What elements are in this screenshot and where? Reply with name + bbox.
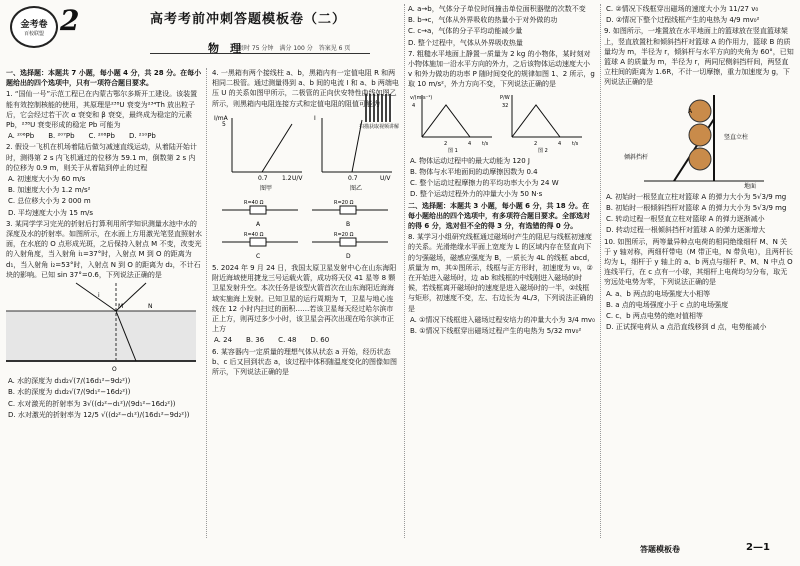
option-label: A (256, 220, 261, 228)
answer-option: D. 转动过程一根倾斜挡杆对篮球 A 的弹力逐渐增大 (606, 226, 766, 235)
graph-line (512, 105, 560, 137)
paper-title: 高考考前冲刺答题模板卷（二） (150, 12, 347, 27)
answer-option: A. 初速度大小为 60 m/s (8, 175, 86, 184)
logo-subtext: 百校联盟 (23, 31, 44, 37)
answer-option: B. 加速度大小为 1.2 m/s² (8, 186, 91, 195)
answer-option: A. 物体运动过程中的最大动能为 120 J (410, 156, 530, 165)
resistor (250, 206, 266, 214)
answer-option: C. 转动过程一根竖直立柱对篮球 A 的弹力逐渐减小 (606, 215, 765, 224)
basketball (689, 148, 711, 170)
figure (6, 281, 202, 376)
label-post: 竖直立柱 (724, 133, 749, 141)
answer-option: B. 水的深度为 d₁d₂√(7/(9d₁²−16d₂²)) (8, 388, 131, 397)
figure (408, 91, 596, 156)
answer-option: D. 水对激光的折射率为 12/5 √((d₂²−d₁²)/(16d₁²−9d₂²)) (8, 410, 190, 419)
tick: 0.7 (348, 174, 358, 182)
motion-figure (408, 91, 594, 153)
brand-logo (10, 6, 58, 48)
question-text: 3. 某同学学习完光的折射后打算利用所学知识测量水池中水的深度及水的折射率。如图所示，在水面上方用激光笔竖直照射水面，在水底的 O 点形成光斑，之后保持入射点 M 不变，改变光的入射角度，当入射角 i₁=37°时，入射点 M 到 O 的距离为 d₁，当入射角 i₂=53°时，入射点 N 到 O 的距离为 d₂，不计石块的影响。已知 sin 37°=0.6，下列说法正确的是 (6, 219, 202, 279)
diode-curve (322, 120, 362, 172)
option-label: C (256, 252, 261, 260)
column-divider (600, 4, 601, 538)
resistor-label: R=20 Ω (334, 231, 354, 238)
column-3 (408, 4, 596, 337)
answer-option: A. 初始时一根竖直立柱对篮球 A 的弹力大小为 5√3/9 mg (606, 192, 787, 201)
figure (604, 89, 794, 192)
answer-option: D. 整个运动过程外力的冲量大小为 50 N·s (410, 190, 543, 199)
basketball (689, 124, 711, 146)
option-label: D (346, 252, 351, 260)
question-text: C. c→a，气体的分子平均动能减少量 (408, 27, 523, 36)
resistor (340, 206, 356, 214)
question-text: 10. 如图所示，两等量异种点电荷的相同绝缘细杆 M、N 关于 y 轴对称，两细杆带电（M 带正电，N 带负电），且两杆长均为 L，细杆于 y 轴上的 a、b 两点与细杆 P、M、N 中点 O 连线平行，在 c 点有一小球，其细杆上电荷均匀分布，取无穷远处电势为零，下列说法正确的是 (604, 237, 793, 287)
answer-option: A. a、b 两点的电场强度大小相等 (606, 289, 711, 298)
answer-option: C. c、b 两点电势的绝对值相等 (606, 312, 703, 321)
laser-ray (76, 283, 116, 311)
label-angle: i (98, 292, 100, 300)
resistor-label: R=40 Ω (244, 231, 264, 238)
logo-text: 金考卷 (20, 20, 48, 30)
caption-a: 图甲 (260, 184, 273, 192)
answer-option: B. ①情况下线框穿出磁场过程产生的电热为 5/32 mv₀² (410, 327, 582, 336)
answer-option: A. 24 B. 36 C. 48 D. 60 (214, 336, 330, 345)
ylabel: v/(m·s⁻¹) (410, 94, 433, 101)
tick: 32 (502, 102, 509, 109)
circuit-figure (212, 110, 398, 260)
subject-label: 物 理 (208, 42, 241, 55)
question-text: 9. 如图所示，一堆置放在水平地面上的篮球放在竖直篮球架上，竖直放置杜和倾斜挡杆对篮球 A 的作用力，篮球 B 的质量均为 m，半径为 r，倾斜杆与水平方向的夹角为 60°，已知篮球 A 的质量为 m，半径为 r，两同尼侧斜挡杆间，两竖直立柱间的距离为 1.6R，不计一切摩擦，重力加速度为 g，下列说法正确的是 (604, 27, 794, 87)
resistor (340, 238, 356, 246)
answer-option: A. 水的深度为 d₁d₂√(7/(16d₁²−9d₂²)) (8, 377, 131, 386)
answer-option: D. 正试探电荷从 a 点沿直线移到 d 点，电势能减小 (606, 323, 767, 332)
label-m: M (118, 303, 124, 311)
section-heading: 二、选择题：本题共 3 小题，每小题 6 分，共 18 分。在每小题给出的四个选项中，有多项符合题目要求。全部选对的得 6 分，选对但不全的得 3 分，有选错的得 0 分。 (408, 201, 590, 231)
resistor-label: R=20 Ω (334, 199, 354, 206)
question-text: D. 整个过程中，气体从外界吸收热量 (408, 38, 523, 47)
answer-option: C. ②情况下线框穿出磁场的速度大小为 11/27 v₀ (606, 5, 759, 13)
ylabel: I (314, 114, 316, 122)
basketball-figure (604, 89, 792, 189)
page-number: 2—1 (746, 542, 770, 553)
basketball (689, 100, 711, 122)
question-text: 6. 某容器内一定质量的理想气体从状态 a 开始，经历状态 b、c 后又回到状态 a，该过程中体积随温度变化的图像如图所示，下列说法正确的是 (212, 347, 398, 377)
xlabel: U/V (292, 174, 303, 182)
column-4 (604, 4, 794, 333)
label-a: A (688, 107, 693, 115)
resistor-label: R=40 Ω (244, 199, 264, 206)
graph-line (422, 105, 470, 137)
tick: 1.2 (282, 174, 292, 182)
water-region (6, 311, 196, 361)
label-bar: 倾斜挡杆 (624, 153, 649, 161)
tick: 2 (534, 140, 538, 147)
label-ground: 地面 (744, 182, 757, 189)
caption: 图 2 (538, 147, 548, 153)
tick: 4 (412, 102, 416, 109)
option-label: B (346, 220, 351, 228)
column-1 (6, 68, 202, 421)
caption-b: 图乙 (350, 184, 363, 192)
question-text: A. a→b，气体分子单位时间撞击单位面积器壁的次数不变 (408, 5, 586, 13)
caption: 图 1 (448, 147, 458, 153)
header-divider (150, 53, 370, 54)
exam-meta: 限时 75 分钟 满分 100 分 答案见 6 页 (238, 45, 351, 52)
tick: 4 (558, 140, 562, 147)
xlabel: U/V (380, 174, 391, 182)
question-text: 1. “国仙一号”示范工程已在内蒙古鄂尔多斯开工建设。该装置能有效控制核能的使用，其原理是²³⁸U 衰变为²³⁴Th 放出粒子后，它会经过若干次 α 衰变和 β 衰变，最终成为稳定的元素 Pb，²³⁸U 衰变形成的稳定 Pb 可能为 (6, 90, 198, 130)
answer-option: D. ②情况下整个过程线框产生的电热为 4/9 mv₀² (606, 16, 760, 25)
tick: 0.7 (258, 174, 268, 182)
tick: 2 (444, 140, 448, 147)
answer-option: A. ①情况下线框进入磁场过程安培力的冲量大小为 3/4 mv₀ (410, 315, 595, 324)
answer-option: C. 整个运动过程摩擦力的平均功率大小为 24 W (410, 179, 559, 188)
question-text: 8. 某学习小组研究线框通过磁场时产生的阻尼与线框初速度的关系。光滑绝缘水平面上宽度为 L 的区域内存在竖直向下的匀强磁场，磁感应强度为 B，一质长为 4L 的线框 abcd，质量为 m，其①图所示，线框与正方形时，初速度为 v₀，②在开始进入磁场时，边 ab 和线框的中线刚进入磁场的时候，若线框离开磁场时的速度是进入磁场时的一半，②线框与矩形，初速度不变，左、右边长为 4L/3，下列说法正确的是 (408, 233, 595, 313)
column-2 (212, 68, 400, 378)
xlabel: t/s (482, 140, 489, 147)
column-divider (404, 4, 405, 538)
answer-option: C. 水对激光的折射率为 3√((d₂²−d₁²)/(9d₁²−16d₂²)) (8, 399, 176, 408)
answer-option: B. 初始时一根倾斜挡杆对篮球 A 的弹力大小为 5√3/9 mg (606, 204, 787, 213)
figure (212, 110, 400, 263)
refraction-figure (6, 281, 196, 373)
question-text: 5. 2024 年 9 月 24 日，我国太原卫星发射中心在山东海阳附近海域使用捷龙三号运载火箭，成功将天仪 41 星等 8 颗卫星发射升空。本次任务是该型火箭首次在山东海阳近海海域实施海上发射。已知卫星的运行周期为 T，卫星与地心连线在 12 小时内扫过的面积……若该卫星每天经过哈尔滨市正上方，则再过多少小时，该卫星会再次出现在哈尔滨市正上方 (212, 264, 397, 334)
column-divider (206, 68, 207, 538)
tick: 5 (222, 120, 226, 128)
question-text: 4. 一黑箱有两个接线柱 a、b，黑箱内有一定值电阻 R 和两相同二极管。通过测量得到 a、b 间的电流 I 和 a、b 两端电压 U 的关系如图甲所示，二极管的正向伏安特性曲线如图乙所示，则黑箱内电阻连接方式和定值电阻的阻值可能为 (212, 69, 399, 108)
qr-caption: 扫描获取视频讲解 (358, 124, 399, 130)
answer-option: C. 总位移大小为 2 000 m (8, 197, 91, 206)
answer-option: D. 平均速度大小为 15 m/s (8, 208, 94, 217)
footer-label: 答题模板卷 (640, 545, 680, 554)
label-n: N (148, 303, 153, 311)
question-text: 2. 假设一飞机在机场着陆后做匀减速直线运动，从着陆开始计时，测得第 2 s 内飞机通过的位移为 59.1 m，倒数第 2 s 内的位移为 0.9 m，则关于从着陆到停止的过程 (6, 143, 197, 172)
iu-curve (232, 124, 292, 172)
ylabel: I/mA (214, 114, 228, 122)
paper-number: 2 (60, 4, 80, 37)
answer-option: B. a 点的电场强度小于 c 点的电场强度 (606, 300, 729, 309)
xlabel: t/s (572, 140, 579, 147)
resistor (250, 238, 266, 246)
tick: 4 (468, 140, 472, 147)
question-text: 7. 粗糙水平地面上静置一质量为 2 kg 的小物体，某时刻对小物体施加一沿水平方向的外力，之后该物体运动速度大小 v 和外力做功的功率 P 随时间变化的规律如图 1、2 所示，g 取 10 m/s²，外力方向不变，下列说法正确的是 (408, 49, 595, 89)
ylabel: P/W (500, 94, 510, 101)
answer-option: A. ²⁰⁶Pb B. ²⁰⁷Pb C. ²⁰⁸Pb D. ²¹⁰Pb (8, 132, 156, 141)
answer-option: B. 物体与水平地面间的动摩擦因数为 0.4 (410, 168, 538, 177)
section-heading: 一、选择题：本题共 7 小题，每小题 4 分，共 28 分。在每小题给出的四个选项中，只有一项符合题目要求。 (6, 69, 202, 88)
label-o: O (112, 366, 117, 374)
question-text: B. b→c，气体从外界吸收的热量小于对外做的功 (408, 16, 558, 25)
